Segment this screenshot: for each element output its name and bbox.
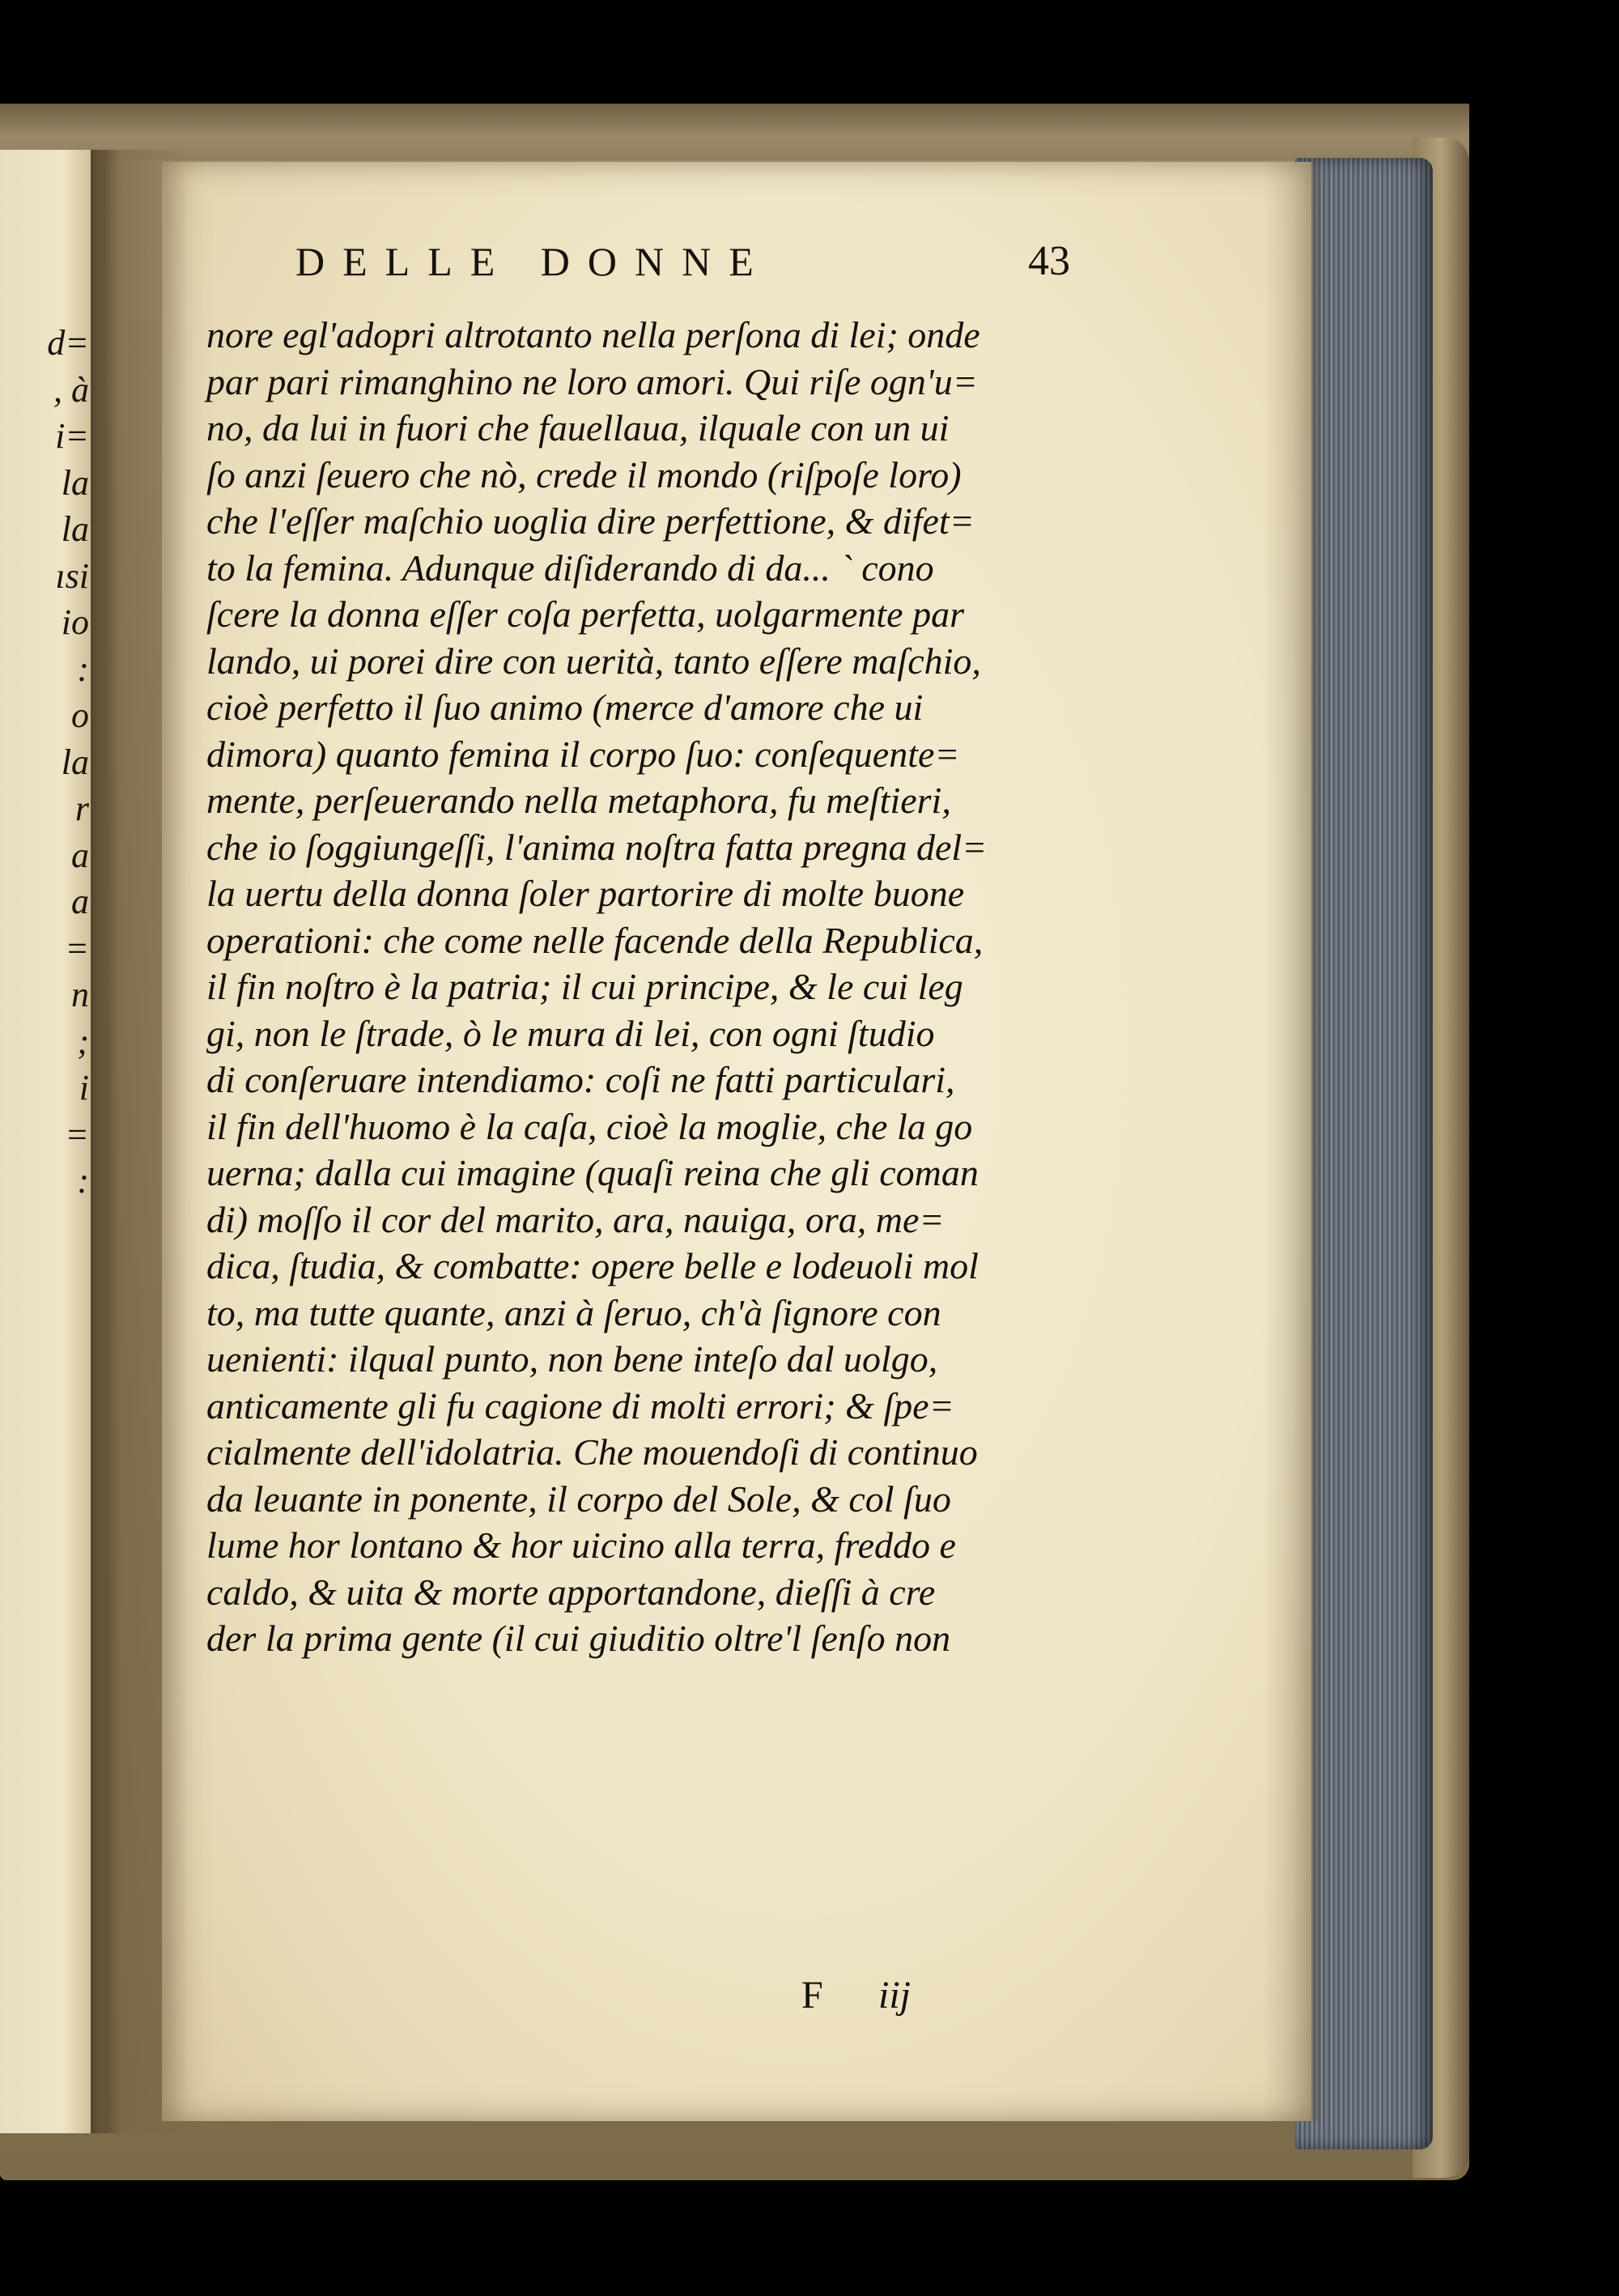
text-line: cioè perfetto il ſuo animo (merce d'amore che ui (206, 687, 924, 728)
text-line: to, ma tutte quante, anzi à ſeruo, ch'à ſignore con (206, 1291, 941, 1333)
signature-mark (801, 1967, 963, 2024)
text-line: operationi: che come nelle facende della Republica, (206, 919, 984, 961)
text-line: nore egl'adopri altrotanto nella perſona di lei; onde (206, 314, 980, 355)
text-line: no, da lui in fuori che fauellaua, ilquale con un ui (206, 407, 950, 449)
book-cover-top-edge (0, 104, 1469, 160)
left-fragment: ; (77, 1021, 89, 1061)
page-number: 43 (1028, 238, 1070, 284)
text-line: cialmente dell'idolatria. Che mouendoſi di continuo (206, 1431, 978, 1473)
text-line: il fin dell'huomo è la caſa, cioè la moglie, che la go (206, 1105, 973, 1147)
left-fragment: a (71, 835, 89, 875)
text-line: dica, ſtudia, & combatte: opere belle e lodeuoli mol (206, 1245, 979, 1286)
left-fragment: : (77, 648, 89, 689)
left-fragment: = (65, 928, 89, 968)
text-line: to la femina. Adunque diſiderando di da... ` cono (206, 546, 934, 589)
text-line: anticamente gli fu cagione di molti errori; & ſpe= (206, 1384, 954, 1426)
text-line: da leuante in ponente, il corpo del Sole, & col ſuo (206, 1478, 951, 1520)
text-line: uerna; dalla cui imagine (quaſi reina che gli coman (206, 1152, 979, 1193)
page-edge-shadow (1263, 162, 1319, 2121)
signature-number: iij (878, 1974, 911, 2017)
left-fragment: i (79, 1068, 89, 1108)
text-line: der la prima gente (il cui giuditio oltre'l ſenſo non (206, 1618, 951, 1659)
text-line: dimora) quanto femina il corpo ſuo: conſequente= (206, 733, 960, 775)
left-fragment: = (65, 1114, 89, 1154)
left-fragment: i= (55, 416, 89, 456)
left-fragment: d= (47, 323, 89, 363)
text-line: caldo, & uita & morte apportandone, dieſſi à cre (206, 1571, 936, 1613)
text-line: la uertu della donna ſoler partorire di molte buone (206, 873, 965, 914)
background-bottom (0, 2180, 1619, 2296)
text-line: ſcere la donna eſſer coſa perfetta, uolgarmente par (206, 593, 964, 635)
running-head (162, 233, 1311, 290)
gutter-shadow (91, 150, 188, 2133)
left-fragment: a (71, 882, 89, 921)
background-top (0, 0, 1619, 104)
text-line: gi, non le ſtrade, ò le mura di lei, con ogni ſtudio (206, 1012, 935, 1054)
running-head-title: DELLE DONNE (295, 239, 771, 284)
left-fragment: o (71, 695, 89, 735)
left-page-text-fragments (0, 320, 97, 1205)
left-fragment: la (61, 462, 89, 503)
body-text (206, 312, 1113, 1662)
left-fragment: la (61, 509, 89, 549)
text-line: lume hor lontano & hor uicino alla terra, freddo e (206, 1524, 956, 1566)
text-line: uenienti: ilqual punto, non bene inteſo dal uolgo, (206, 1338, 938, 1380)
left-fragment: r (74, 789, 89, 828)
text-line: che io ſoggiungeſſi, l'anima noſtra fatta pregna del= (206, 826, 988, 868)
text-line: che l'eſſer maſchio uoglia dire perfettione, & difet= (206, 500, 975, 542)
text-line: il fin noſtro è la patria; il cui principe, & le cui leg (206, 966, 963, 1007)
left-fragment: : (77, 1161, 89, 1201)
left-fragment: la (61, 742, 89, 782)
background-right (1469, 0, 1619, 2296)
text-line: ſo anzi ſeuero che nò, crede il mondo (riſpoſe loro) (206, 453, 962, 495)
left-fragment: ısi (55, 555, 89, 596)
text-line: di conſeruare intendiamo: coſi ne fatti particulari, (206, 1059, 955, 1100)
text-line: par pari rimanghino ne loro amori. Qui riſe ogn'u= (206, 360, 978, 402)
left-fragment: io (61, 602, 89, 642)
text-line: lando, ui porei dire con uerità, tanto eſſere maſchio, (206, 640, 981, 682)
text-line: mente, perſeuerando nella metaphora, fu meſtieri, (206, 780, 951, 821)
signature-letter: F (801, 1974, 823, 2017)
text-line: di) moſſo il cor del marito, ara, nauiga, ora, me= (206, 1198, 945, 1240)
left-fragment: , à (53, 369, 89, 410)
left-fragment: n (71, 975, 89, 1014)
